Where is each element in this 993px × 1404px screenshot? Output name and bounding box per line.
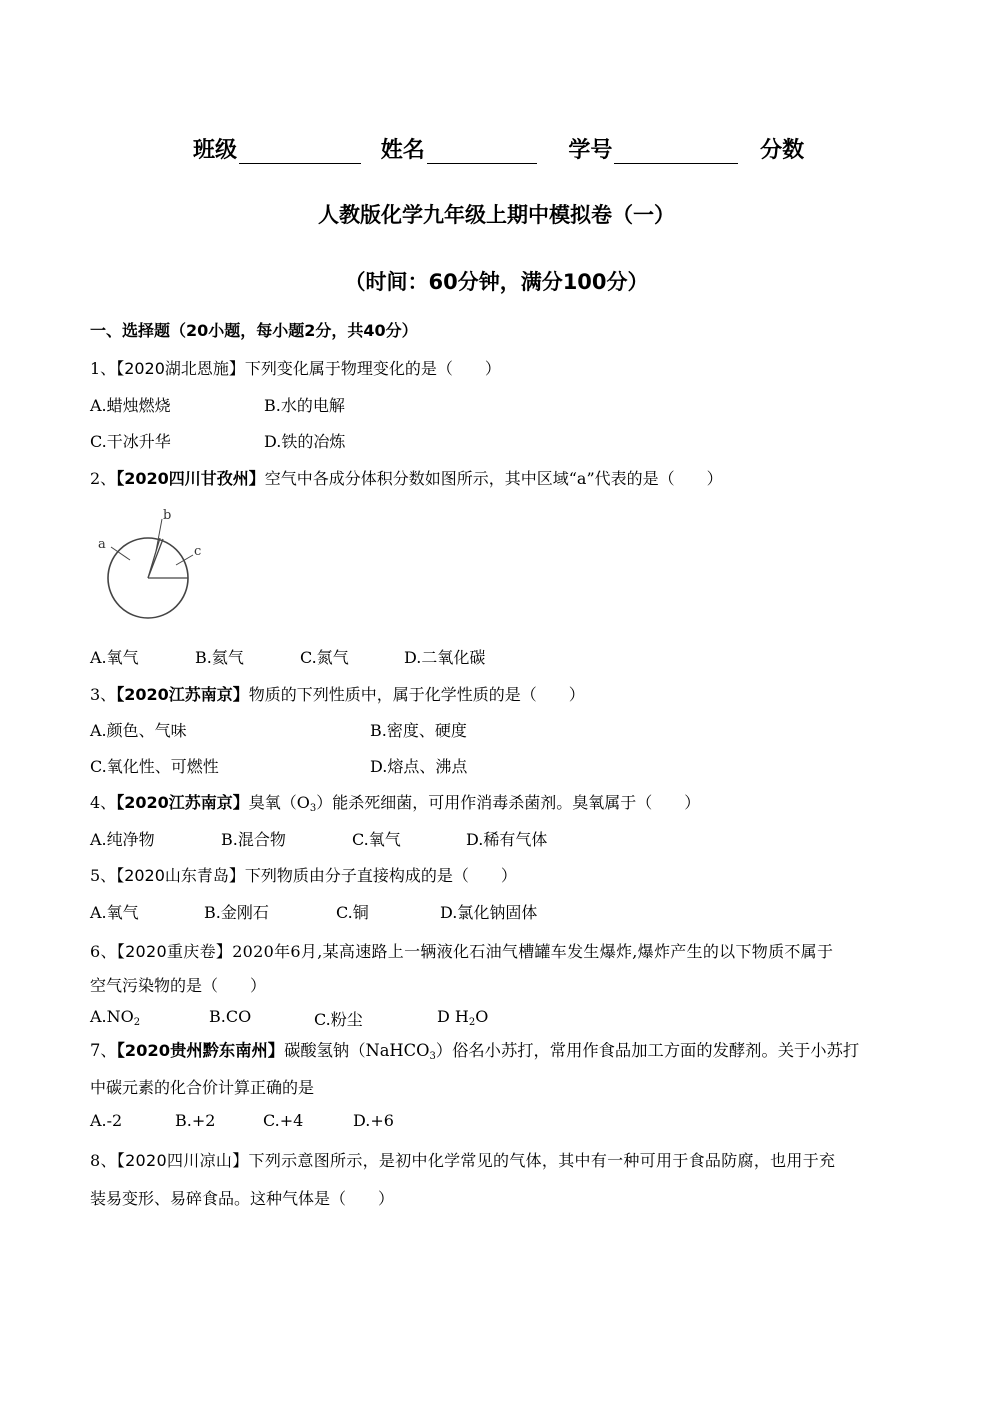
name-label: 姓名 (380, 138, 425, 163)
exam-title: 人教版化学九年级上期中模拟卷（一） (318, 203, 675, 227)
q1-source: 【2020湖北恩施】 (116, 359, 245, 378)
q3-text: 物质的下列性质中，属于化学性质的是（ ） (248, 685, 585, 704)
id-blank (614, 141, 738, 164)
student-info-line (193, 133, 804, 164)
id-label: 学号 (568, 138, 613, 163)
q5-number: 5、 (90, 866, 117, 885)
q4-subscript: 3 (309, 803, 317, 814)
q5-option-c: C.铜 (336, 903, 369, 922)
q4-number: 4、 (90, 793, 117, 812)
q7-option-c: C.+4 (263, 1111, 304, 1130)
q6-text-line1: 2020年6月,某高速路上一辆液化石油气槽罐车发生爆炸,爆炸产生的以下物质不属于 (232, 942, 834, 961)
q4-text-a: 臭氧（O (248, 793, 310, 812)
q6-option-c: C.粉尘 (314, 1010, 363, 1029)
q7-text-line2: 中碳元素的化合价计算正确的是 (90, 1078, 315, 1097)
q7-text-b: ）俗名小苏打，常用作食品加工方面的发酵剂。关于小苏打 (435, 1041, 860, 1060)
q2-option-a: A.氧气 (90, 648, 139, 667)
q5-option-a: A.氧气 (90, 903, 139, 922)
q7-option-a: A.-2 (90, 1111, 123, 1130)
q7-option-d: D.+6 (353, 1111, 394, 1130)
q8-text-line1: 下列示意图所示，是初中化学常见的气体，其中有一种可用于食品防腐，也用于充 (248, 1151, 836, 1170)
q5-option-d: D.氯化钠固体 (440, 903, 538, 922)
q1-option-b: B.水的电解 (264, 396, 345, 415)
q1-option-c: C.干冰升华 (90, 432, 171, 451)
q6-option-d-tail: O (475, 1007, 489, 1026)
q6-option-d-sub: 2 (468, 1017, 476, 1028)
q7-source: 【2020贵州黔东南州】 (116, 1041, 285, 1060)
q2-text: 空气中各成分体积分数如图所示，其中区域“a”代表的是（ ） (264, 469, 723, 488)
exam-subtitle: （时间：60分钟，满分100分） (344, 270, 649, 294)
q7-number: 7、 (90, 1041, 117, 1060)
q6-option-a (90, 1007, 140, 1026)
q2-option-d: D.二氧化碳 (404, 648, 486, 667)
q4-option-b: B.混合物 (221, 830, 286, 849)
name-blank (427, 141, 537, 164)
q5-option-b: B.金刚石 (204, 903, 269, 922)
q4-source: 【2020江苏南京】 (116, 793, 249, 812)
q2-number: 2、 (90, 469, 117, 488)
q3-number: 3、 (90, 685, 117, 704)
q8-source: 【2020四川凉山】 (116, 1151, 249, 1170)
q4-option-d: D.稀有气体 (466, 830, 548, 849)
q8-text-line2: 装易变形、易碎食品。这种气体是（ ） (90, 1189, 395, 1208)
question-6 (90, 939, 833, 962)
q3-option-d: D.熔点、沸点 (370, 757, 468, 776)
q6-option-d (437, 1007, 488, 1026)
q6-number: 6、 (90, 942, 117, 961)
q6-text-line2: 空气污染物的是（ ） (90, 976, 267, 995)
question-2 (90, 466, 723, 489)
label-a: a (98, 537, 106, 552)
q6-option-d-text: D H (437, 1007, 469, 1026)
q7-subscript: 3 (429, 1051, 436, 1062)
q6-option-a-sub: 2 (133, 1017, 141, 1028)
q7-option-b: B.+2 (175, 1111, 216, 1130)
question-1 (90, 356, 501, 379)
q6-option-b: B.CO (209, 1007, 252, 1026)
q5-source: 【2020山东青岛】 (116, 866, 245, 885)
q2-option-b: B.氦气 (195, 648, 244, 667)
question-7 (90, 1037, 859, 1061)
question-5 (90, 863, 517, 886)
score-label: 分数 (760, 138, 805, 163)
q1-number: 1、 (90, 359, 117, 378)
q5-text: 下列物质由分子直接构成的是（ ） (244, 866, 517, 885)
q4-option-a: A.纯净物 (90, 830, 155, 849)
q3-source: 【2020江苏南京】 (116, 685, 249, 704)
q4-text-b: ）能杀死细菌，可用作消毒杀菌剂。臭氧属于（ ） (316, 793, 701, 812)
q6-option-a-text: A.NO (90, 1007, 134, 1026)
question-3 (90, 682, 585, 705)
class-label: 班级 (193, 138, 238, 163)
q8-number: 8、 (90, 1151, 117, 1170)
pie-divider-2 (148, 539, 163, 578)
question-8 (90, 1148, 835, 1171)
question-4 (90, 790, 700, 813)
label-c: c (194, 544, 202, 559)
label-b: b (163, 508, 172, 523)
class-blank (239, 141, 361, 164)
q1-option-a: A.蜡烛燃烧 (90, 396, 171, 415)
leader-b (156, 519, 162, 551)
air-composition-pie-figure (90, 505, 210, 630)
q3-option-b: B.密度、硬度 (370, 721, 467, 740)
q2-source: 【2020四川甘孜州】 (116, 469, 265, 488)
q1-option-d: D.铁的冶炼 (264, 432, 346, 451)
q3-option-c: C.氧化性、可燃性 (90, 757, 219, 776)
q6-source: 【2020重庆卷】 (116, 942, 233, 961)
q4-option-c: C.氧气 (352, 830, 401, 849)
q2-option-c: C.氮气 (300, 648, 349, 667)
q7-text-a: 碳酸氢钠（NaHCO (284, 1041, 430, 1060)
q3-option-a: A.颜色、气味 (90, 721, 187, 740)
section-heading: 一、选择题（20小题，每小题2分，共40分） (90, 321, 418, 340)
q1-text: 下列变化属于物理变化的是（ ） (244, 359, 501, 378)
